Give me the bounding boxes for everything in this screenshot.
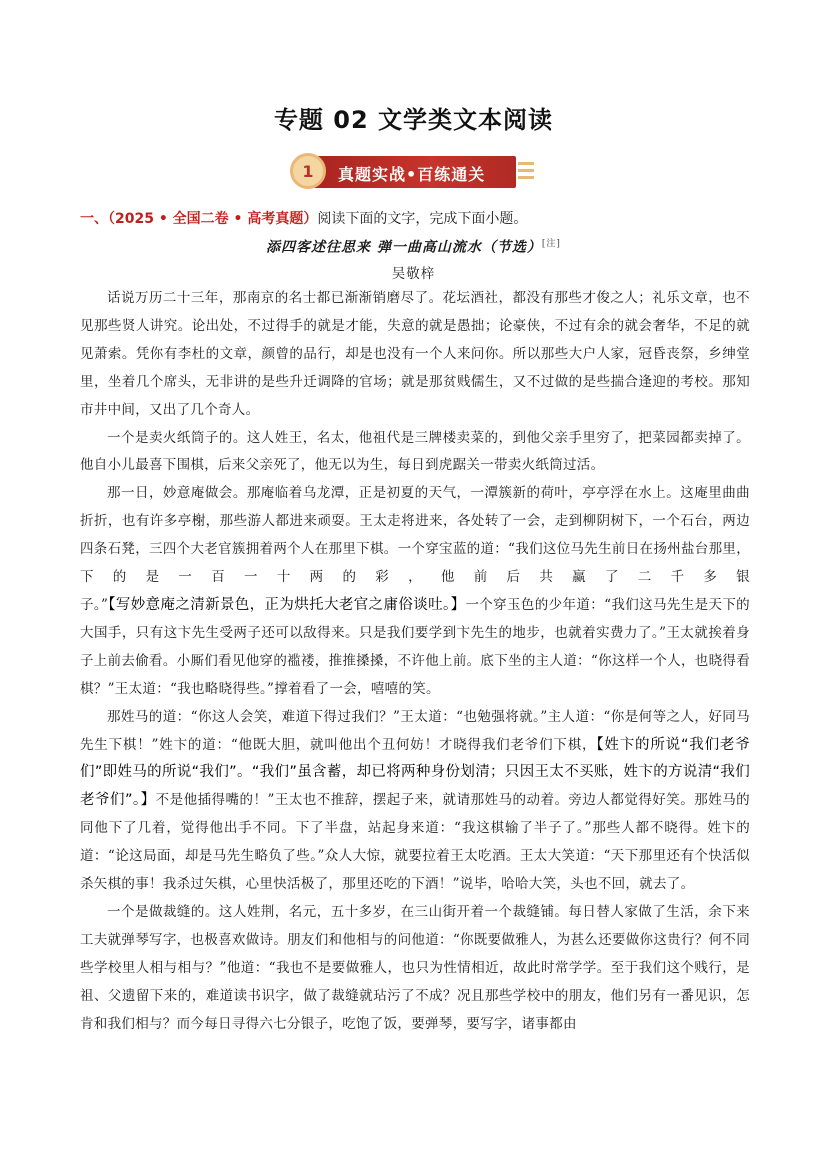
paragraph: [80, 285, 750, 425]
question-heading: [80, 208, 760, 228]
section-banner: [290, 150, 540, 194]
paragraph-text: 一个穿玉色的少年道：“我们这马先生是天下的大国手，只有这卞先生受两子还可以敌得来。只是我们要学到卞先生的地步，也就着实费力了。”王太就挨着身子上前去偷看。小厮们看见他穿的褴褛，推推搡搡，不许他上前。底下坐的主人道：“你这样一个人，也晓得看棋？”王太道：“我也略晓得些。”撑着看了一会，嘻嘻的笑。: [80, 596, 750, 697]
question-source: （2025 • 全国二卷 • 高考真题）: [108, 211, 318, 227]
page-title: 专题 02 文学类文本阅读: [273, 106, 554, 134]
banner-label: 真题实战•百练通关: [338, 165, 486, 184]
question-instruction: 阅读下面的文字，完成下面小题。: [317, 211, 528, 227]
paragraph: [80, 480, 750, 703]
paragraph: [80, 899, 750, 1039]
paragraph: [80, 425, 750, 481]
paragraph-text: 那一日，妙意庵做会。那庵临着乌龙潭，正是初夏的天气，一潭簇新的荷叶，亭亭浮在水上。这庵里曲曲折折，也有许多亭榭，那些游人都进来顽耍。王太走将进来，各处转了一会，走到柳阴树下，一个石台，两边四条石凳，三四个大老官簇拥着两个人在那里下棋。一个穿宝蓝的道：“我们这位马先生前日在扬州盐台那里，下的是一百一十两的彩，他前后共赢了二千多银子。”: [80, 485, 750, 613]
paragraph-text: 一个是做裁缝的。这人姓荆，名元，五十多岁，在三山街开着一个裁缝铺。每日替人家做了生活，余下来工夫就弹琴写字，也极喜欢做诗。朋友们和他相与的问他道：“你既要做雅人，为甚么还要做你这贵行？何不同些学校里人相与相与？”他道：“我也不是要做雅人，也只为性情相近，故此时常学学。至于我们这个贱行，是祖、父遗留下来的，难道读书识字，做了裁缝就玷污了不成？况且那些学校中的朋友，他们另有一番见识，怎肯和我们相与？而今每日寻得六七分银子，吃饱了饭，要弹琴，要写字，诸事都由: [80, 903, 750, 1032]
text-body: [80, 285, 750, 1038]
text-author: 吴敬梓: [391, 266, 436, 282]
paragraph-text: 那姓马的道：“你这人会笑，难道下得过我们？”王太道：“也勉强将就。”主人道：“你是何等之人，好同马先生下棋！”姓卞的道：“他既大胆，就叫他出个丑何妨！才晓得我们老爷们下棋，: [80, 708, 750, 753]
question-number: 一、: [80, 211, 108, 227]
paragraph-text: 话说万历二十三年，那南京的名士都已渐渐销磨尽了。花坛酒社，都没有那些才俊之人；礼乐文章，也不见那些贤人讲究。论出处，不过得手的就是才能，失意的就是愚拙；论豪侠，不过有余的就会奢华，不足的就见萧索。凭你有李杜的文章，颜曾的品行，却是也没有一个人来问你。所以那些大户人家，冠昏丧祭，乡绅堂里，坐着几个席头，无非讲的是些升迁调降的官场；就是那贫贱儒生，又不过做的是些揣合逢迎的考校。那知市井中间，又出了几个奇人。: [80, 290, 750, 418]
commentary-note: 【姓卞的所说“我们老爷们”即姓马的所说“我们”。“我们”虽含蓄，却已将两种身份划清；只因王太不买账，姓卞的方说清“我们老爷们”。】: [80, 736, 751, 809]
paragraph: [80, 704, 750, 899]
banner-number: 1: [302, 161, 314, 181]
banner-stripes-decoration: [518, 162, 534, 184]
text-title: [0, 236, 827, 257]
paragraph-text: 一个是卖火纸筒子的。这人姓王，名太，他祖代是三牌楼卖菜的，到他父亲手里穷了，把菜园都卖掉了。他自小儿最喜下围棋，后来父亲死了，他无以为生，每日到虎踞关一带卖火纸筒过活。: [80, 429, 750, 474]
commentary-note: 【写妙意庵之清新景色，正为烘托大老官之庸俗谈吐。】: [108, 596, 466, 613]
paragraph-text: 不是他插得嘴的！”王太也不推辞，摆起子来，就请那姓马的动着。旁边人都觉得好笑。那姓马的同他下了几着，觉得他出手不同。下了半盘，站起身来道：“我这棋输了半子了。”那些人都不晓得。姓卞的道：“论这局面，却是马先生略负了些。”众人大惊，就要拉着王太吃酒。王太大笑道：“天下那里还有个快活似杀矢棋的事！我杀过矢棋，心里快活极了，那里还吃的下酒！”说毕，哈哈大笑，头也不回，就去了。: [80, 792, 750, 893]
text-note-mark: [注]: [541, 239, 561, 249]
text-title-label: 添四客述往思来 弹一曲高山流水（节选）: [266, 239, 542, 256]
banner-number-badge: [290, 153, 326, 189]
